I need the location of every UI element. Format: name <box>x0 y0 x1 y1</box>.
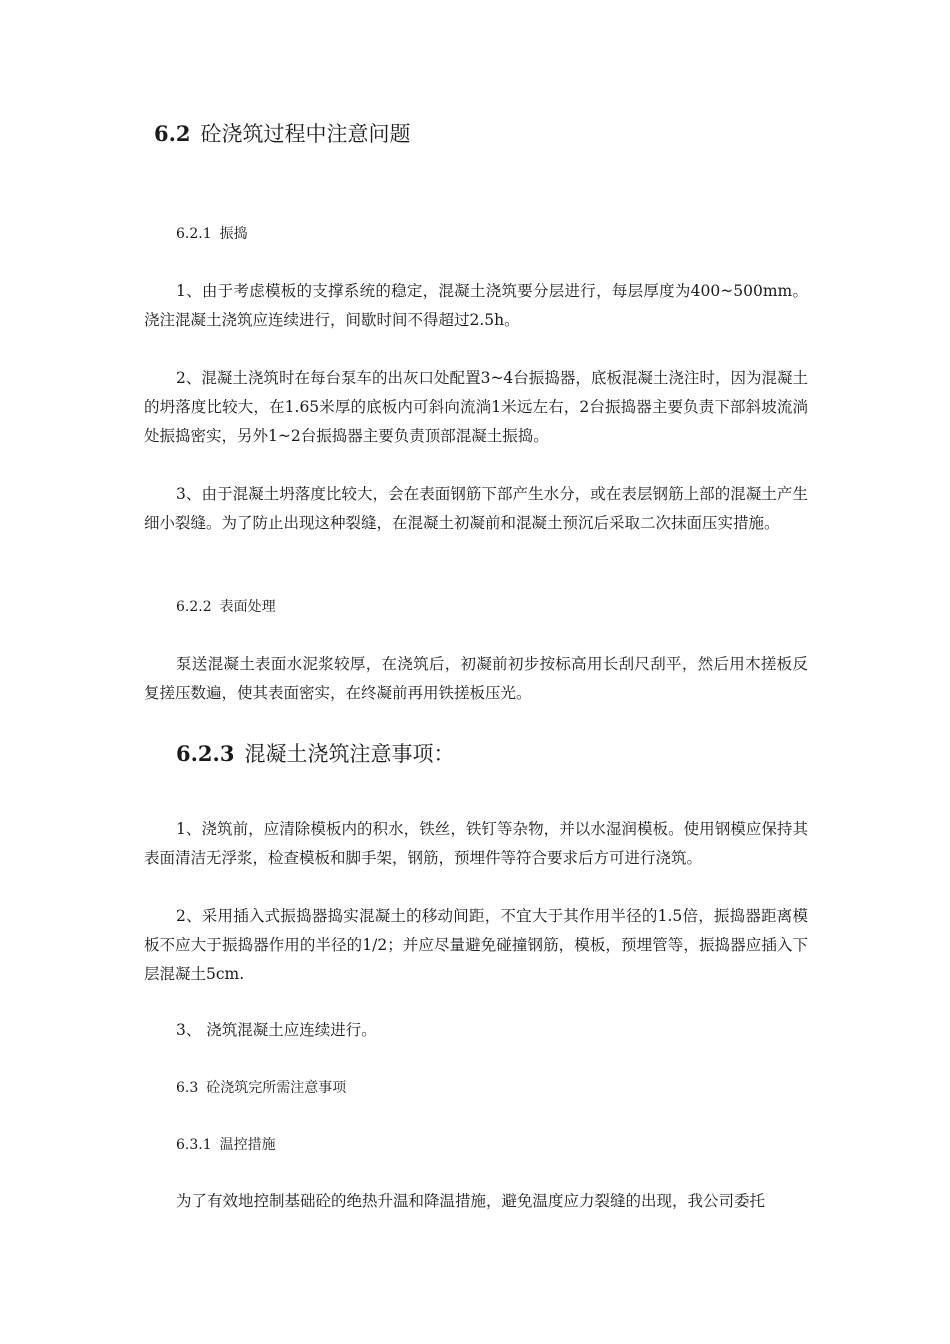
paragraph-6-2-1-item-2: 2、混凝土浇筑时在每台泵车的出灰口处配置3~4台振捣器，底板混凝土浇注时，因为混凝土的坍落度比较大，在1.65米厚的底板内可斜向流淌1米远左右，2台振捣器主要负责下部斜坡流淌处振捣密实，另外1~2台振捣器主要负责顶部混凝土振捣。 <box>144 369 808 445</box>
heading-number: 6.2.3 <box>176 741 235 766</box>
heading-title: 砼浇筑过程中注意问题 <box>200 122 411 146</box>
paragraph-6-2-3-item-1: 1、浇筑前，应清除模板内的积水，铁丝，铁钉等杂物，并以水湿润模板。使用钢模应保持其表面清洁无浮浆，检查模板和脚手架，钢筋，预埋件等符合要求后方可进行浇筑。 <box>144 820 808 867</box>
heading-6-3 <box>144 1078 840 1098</box>
paragraph-6-2-1-item-3: 3、由于混凝土坍落度比较大，会在表面钢筋下部产生水分，或在表层钢筋上部的混凝土产生细小裂缝。为了防止出现这种裂缝，在混凝土初凝前和混凝土预沉后采取二次抹面压实措施。 <box>144 485 808 532</box>
heading-title: 振捣 <box>219 226 248 242</box>
heading-6-2-1 <box>144 224 840 244</box>
paragraph-6-3-1: 为了有效地控制基础砼的绝热升温和降温措施，避免温度应力裂缝的出现，我公司委托 <box>176 1192 766 1210</box>
heading-6-2-3 <box>176 740 840 768</box>
heading-title: 表面处理 <box>219 599 276 615</box>
paragraph-6-2-2: 泵送混凝土表面水泥浆较厚，在浇筑后，初凝前初步按标高用长刮尺刮平，然后用木搓板反复搓压数遍，使其表面密实，在终凝前再用铁搓板压光。 <box>144 655 808 702</box>
heading-title: 混凝土浇筑注意事项： <box>244 742 455 766</box>
heading-6-2-2 <box>144 597 840 617</box>
heading-title: 砼浇筑完所需注意事项 <box>206 1080 347 1096</box>
heading-title: 温控措施 <box>219 1137 276 1153</box>
heading-6-2 <box>154 120 818 148</box>
paragraph-6-2-3-item-3: 3、 浇筑混凝土应连续进行。 <box>176 1021 377 1039</box>
paragraph-6-2-1-item-1: 1、由于考虑模板的支撑系统的稳定，混凝土浇筑要分层进行，每层厚度为400~500mm。浇注混凝土浇筑应连续进行，间歇时间不得超过2.5h。 <box>144 282 808 329</box>
heading-number: 6.2.2 <box>176 599 212 615</box>
heading-6-3-1 <box>144 1135 840 1155</box>
paragraph-6-2-3-item-2: 2、采用插入式振捣器捣实混凝土的移动间距，不宜大于其作用半径的1.5倍，振捣器距离模板不应大于振捣器作用的半径的1/2；并应尽量避免碰撞钢筋，模板，预埋管等，振捣器应插入下层混凝土5cm. <box>144 907 808 983</box>
heading-number: 6.3 <box>176 1080 199 1096</box>
heading-number: 6.2 <box>154 121 191 146</box>
heading-number: 6.3.1 <box>176 1137 212 1153</box>
heading-number: 6.2.1 <box>176 226 212 242</box>
